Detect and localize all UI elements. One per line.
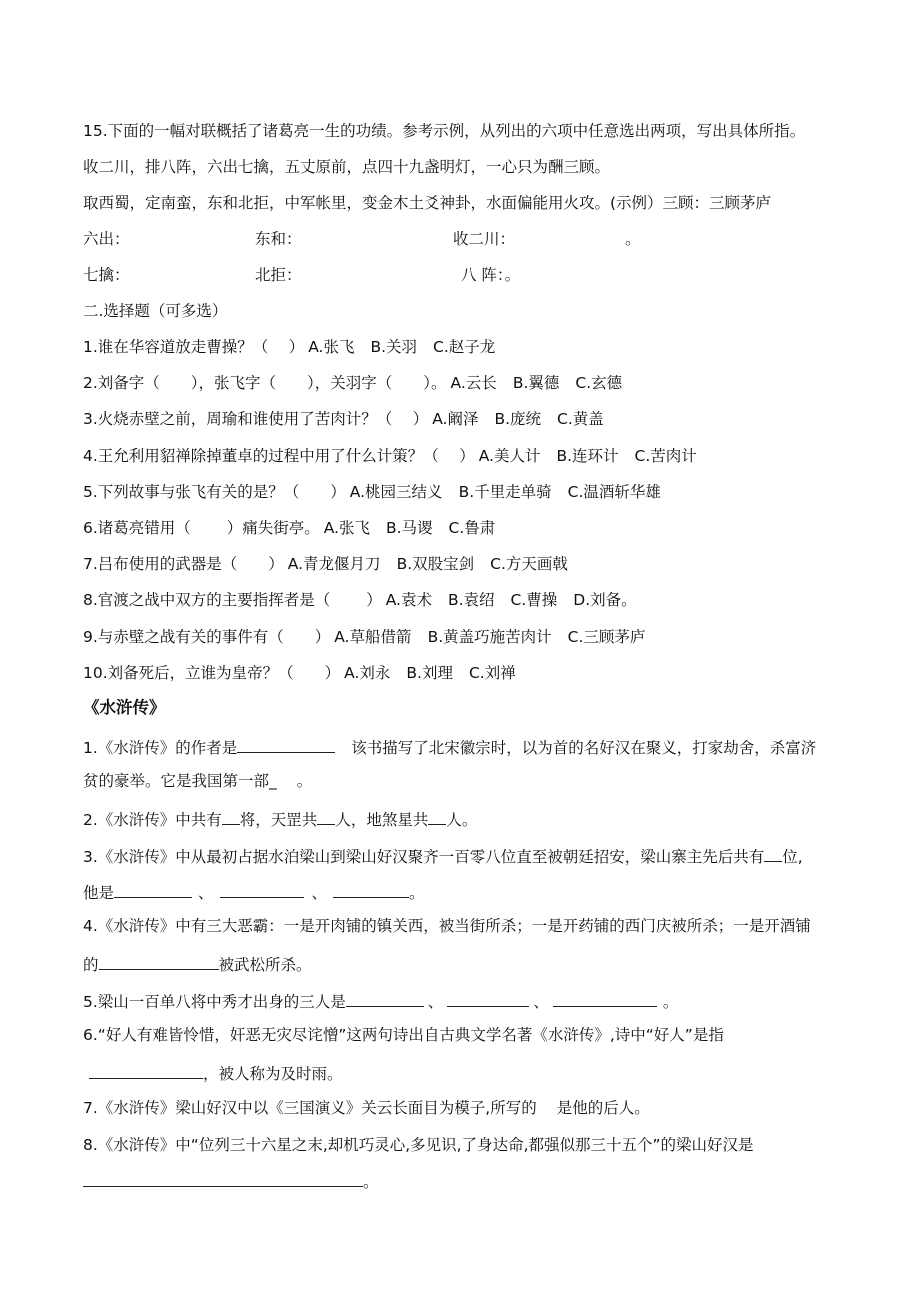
choice-question-text: 5.下列故事与张飞有关的是？（ ）	[83, 482, 346, 501]
q15-bazhen: 八 阵：。	[461, 266, 521, 284]
sh-q2-blank2[interactable]	[317, 806, 335, 825]
choice-question	[83, 626, 645, 648]
sh-q6-line2	[83, 1060, 343, 1085]
author-blank[interactable]	[237, 734, 335, 753]
choice-option: C.方天画戟	[490, 555, 568, 574]
choice-question	[83, 408, 604, 430]
sh-q5-blank3[interactable]	[553, 988, 657, 1007]
q15-couplet-line2: 取西蜀，定南蛮，东和北拒，中军帐里，变金木土爻神卦，水面偏能用火攻。(示例）三顾：三顾茅庐	[83, 194, 772, 212]
choice-option: B.千里走单骑	[458, 482, 552, 501]
q15-row1-end: 。	[625, 230, 641, 248]
sh-q5-sep1: 、	[427, 993, 444, 1011]
choice-question-text: 10.刘备死后，立谁为皇帝？（ ）	[83, 663, 341, 682]
choice-question	[83, 336, 495, 358]
sh-q6-text: ，被人称为及时雨。	[203, 1065, 343, 1083]
choice-option: C.苦肉计	[634, 446, 697, 465]
sh-q2-text: 2.《水浒传》中共有	[83, 811, 222, 829]
sh-q5-blank1[interactable]	[346, 988, 424, 1007]
choice-option: B.袁绍	[447, 591, 495, 610]
sh-q5-end: 。	[662, 993, 679, 1011]
choice-question	[83, 445, 697, 467]
q15-donghe: 东和：	[255, 230, 302, 248]
choice-question-text: 8.官渡之战中双方的主要指挥者是（ ）	[83, 591, 382, 610]
choice-question-text: 2.刘备字（ ），张飞字（ ），关羽字（ ）。	[83, 374, 447, 393]
choice-option: A.云长	[450, 374, 497, 393]
sh-q3-sep2: 、	[311, 884, 328, 902]
sh-q6-blank[interactable]	[89, 1060, 203, 1079]
choice-option: A.桃园三结义	[349, 482, 443, 501]
choice-question-text: 3.火烧赤壁之前，周瑜和谁使用了苦肉计？（ ）	[83, 410, 429, 429]
sh-q1-text3: 贫的豪举。它是我国第一部_	[83, 772, 277, 790]
sh-q4-line2	[83, 951, 312, 976]
choice-option: C.曹操	[510, 591, 558, 610]
sh-q2-text2: 将，天罡共	[239, 811, 318, 829]
choice-option: C.三顾茅庐	[567, 627, 646, 646]
sh-q3-blank-count[interactable]	[764, 843, 782, 862]
choice-option: C.黄盖	[557, 410, 604, 429]
sh-q1-line2	[83, 770, 312, 792]
choice-option: C.鲁肃	[448, 519, 496, 537]
sh-q8-end: 。	[363, 1173, 379, 1191]
sh-q5-blank2[interactable]	[447, 988, 529, 1007]
choice-question	[83, 553, 568, 575]
sh-q8-line1: 8.《水浒传》中“位列三十六星之末,却机巧灵心,多见识,了身达命,都强似那三十五个”的梁山好汉是	[83, 1136, 754, 1154]
choice-option: B.刘理	[406, 663, 453, 682]
sh-q3-line2	[83, 879, 425, 904]
sh-q2-end: 人。	[446, 811, 478, 829]
q15-answer-row1	[83, 228, 641, 250]
sh-q1-text: 1.《水浒传》的作者是	[83, 739, 238, 757]
choice-option: B.连环计	[556, 446, 619, 465]
choice-option: A.青龙偃月刀	[287, 555, 381, 574]
choice-option: C.玄德	[575, 374, 623, 393]
choice-option: A.刘永	[344, 663, 391, 682]
sh-q3-blank1[interactable]	[114, 879, 192, 898]
sh-q7-text: 7.《水浒传》梁山好汉中以《三国演义》关云长面目为模子,所写的	[83, 1099, 537, 1117]
sh-q1-line1	[83, 734, 816, 759]
choice-option: A.美人计	[478, 446, 541, 465]
choice-option: B.翼德	[512, 374, 560, 393]
sh-q6-line1: 6.“好人有难皆怜惜，奸恶无灾尽诧憎”这两句诗出自古典文学名著《水浒传》,诗中“好人”是指	[83, 1026, 724, 1044]
sh-q2	[83, 806, 477, 831]
sh-q7-text2: 是他的后人。	[556, 1099, 650, 1117]
choice-option: A.袁术	[385, 591, 432, 610]
choice-option: B.黄盖巧施苦肉计	[427, 627, 552, 646]
sh-q3-sep1: 、	[198, 884, 214, 902]
choice-question	[83, 372, 622, 394]
sh-q4-end: 被武松所杀。	[218, 956, 312, 974]
choice-question-text: 9.与赤壁之战有关的事件有（ ）	[83, 627, 331, 646]
sh-q3-line1	[83, 843, 803, 868]
q15-couplet-line1: 收二川，排八阵，六出七擒，五丈原前，点四十九盏明灯，一心只为酬三顾。	[83, 158, 611, 176]
sh-q4-line1: 4.《水浒传》中有三大恶霸：一是开肉铺的镇关西，被当街所杀；一是开药铺的西门庆被所杀；一是开酒铺	[83, 917, 811, 935]
sh-q3-text3: 他是	[83, 884, 115, 902]
sh-q7	[83, 1097, 650, 1119]
q15-beiju: 北拒：	[255, 266, 302, 284]
sh-q1-text2: 该书描写了北宋徽宗时，以为首的名好汉在聚义，打家劫舍，杀富济	[351, 739, 817, 757]
sh-q4-blank[interactable]	[99, 951, 219, 970]
sh-q5-sep2: 、	[533, 993, 549, 1011]
sh-q3-blank2[interactable]	[220, 879, 304, 898]
choice-question-text: 6.诸葛亮错用（ ）痛失街亭。	[83, 519, 320, 537]
sh-q1-end: 。	[296, 772, 313, 790]
section2-heading: 二.选择题（可多选）	[83, 302, 228, 320]
choice-question	[83, 517, 495, 539]
sh-q3-blank3[interactable]	[333, 879, 409, 898]
sh-q3-end: 。	[409, 884, 425, 902]
choice-option: B.马谡	[385, 519, 433, 537]
sh-q3-text: 3.《水浒传》中从最初占据水泊梁山到梁山好汉聚齐一百零八位直至被朝廷招安，梁山寨主先后共有	[83, 848, 765, 866]
choice-question-text: 4.王允利用貂禅除掉董卓的过程中用了什么计策？（ ）	[83, 446, 475, 465]
q15-answer-row2	[83, 264, 520, 286]
sh-q3-text2: 位,	[782, 848, 803, 866]
q15-shouerchuan: 收二川：	[453, 230, 516, 248]
choice-option: B.关羽	[370, 338, 418, 356]
choice-question	[83, 662, 516, 684]
sh-q2-text3: 人，地煞星共	[335, 811, 429, 829]
choice-option: B.庞统	[494, 410, 542, 429]
choice-question-text: 1.谁在华容道放走曹操？（ ）	[83, 338, 305, 356]
choice-option: A.阚泽	[432, 410, 479, 429]
choice-option: A.草船借箭	[334, 627, 412, 646]
q15-liuchu: 六出：	[83, 230, 130, 248]
sh-q4-text: 的	[83, 956, 99, 974]
choice-question	[83, 481, 661, 503]
sh-q5	[83, 988, 678, 1013]
sh-q2-blank1[interactable]	[222, 806, 240, 825]
choice-question	[83, 589, 637, 611]
sh-q2-blank3[interactable]	[428, 806, 446, 825]
sh-q5-text: 5.梁山一百单八将中秀才出身的三人是	[83, 993, 346, 1011]
shuihu-title: 《水浒传》	[83, 698, 166, 717]
choice-option: C.赵子龙	[433, 338, 496, 356]
sh-q8-blank[interactable]	[83, 1168, 363, 1187]
q15-qiqin: 七擒：	[83, 266, 130, 284]
choice-question-text: 7.吕布使用的武器是（ ）	[83, 555, 284, 574]
choice-option: C.温酒斩华雄	[567, 482, 661, 501]
choice-option: C.刘禅	[468, 663, 516, 682]
choice-option: A.张飞	[308, 338, 355, 356]
q15-prompt: 15.下面的一幅对联概括了诸葛亮一生的功绩。参考示例，从列出的六项中任意选出两项，写出具体所指。	[83, 122, 806, 140]
sh-q8-line2	[83, 1168, 379, 1193]
choice-option: B.双股宝剑	[396, 555, 475, 574]
choice-option: D.刘备。	[573, 591, 637, 610]
choice-option: A.张飞	[323, 519, 370, 537]
